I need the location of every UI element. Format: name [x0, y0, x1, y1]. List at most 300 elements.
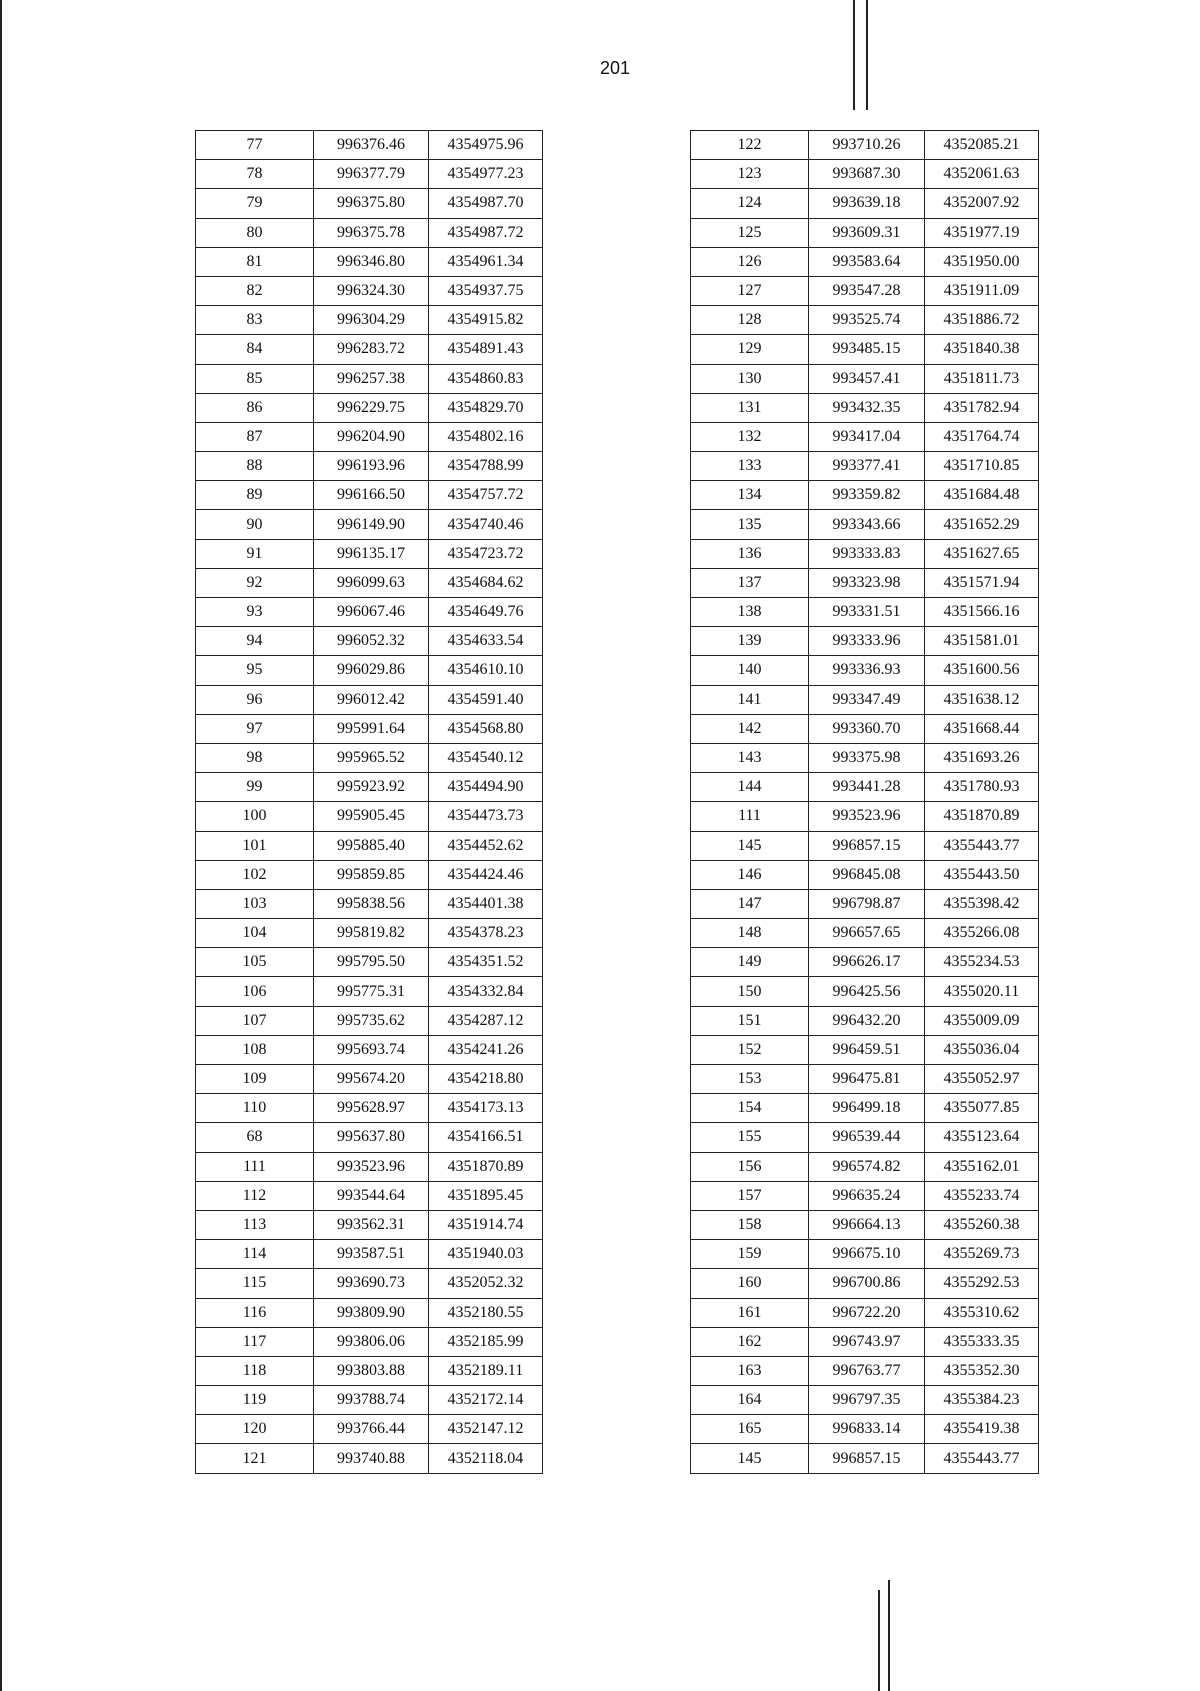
point-number-cell: 145 — [691, 1444, 809, 1473]
x-coordinate-cell: 996067.46 — [314, 598, 429, 627]
point-number-cell: 111 — [196, 1152, 314, 1181]
point-number-cell: 99 — [196, 773, 314, 802]
point-number-cell: 164 — [691, 1386, 809, 1415]
table-row — [691, 831, 1039, 860]
x-coordinate-cell: 993587.51 — [314, 1240, 429, 1269]
point-number-cell: 108 — [196, 1035, 314, 1064]
table-row — [196, 1181, 543, 1210]
table-row — [196, 1298, 543, 1327]
point-number-cell: 87 — [196, 422, 314, 451]
point-number-cell: 84 — [196, 335, 314, 364]
point-number-cell: 121 — [196, 1444, 314, 1473]
x-coordinate-cell: 993525.74 — [809, 306, 925, 335]
x-coordinate-cell: 995637.80 — [314, 1123, 429, 1152]
x-coordinate-cell: 996012.42 — [314, 685, 429, 714]
point-number-cell: 113 — [196, 1210, 314, 1239]
y-coordinate-cell: 4354494.90 — [429, 773, 543, 802]
point-number-cell: 89 — [196, 481, 314, 510]
table-row — [196, 1356, 543, 1385]
y-coordinate-cell: 4355443.77 — [925, 1444, 1039, 1473]
y-coordinate-cell: 4354987.70 — [429, 189, 543, 218]
point-number-cell: 141 — [691, 685, 809, 714]
scan-binding-line — [853, 0, 855, 110]
y-coordinate-cell: 4351693.26 — [925, 743, 1039, 772]
y-coordinate-cell: 4354788.99 — [429, 452, 543, 481]
point-number-cell: 101 — [196, 831, 314, 860]
x-coordinate-cell: 996539.44 — [809, 1123, 925, 1152]
y-coordinate-cell: 4355233.74 — [925, 1181, 1039, 1210]
point-number-cell: 142 — [691, 714, 809, 743]
x-coordinate-cell: 993359.82 — [809, 481, 925, 510]
point-number-cell: 132 — [691, 422, 809, 451]
y-coordinate-cell: 4355234.53 — [925, 948, 1039, 977]
point-number-cell: 122 — [691, 131, 809, 160]
y-coordinate-cell: 4351914.74 — [429, 1210, 543, 1239]
point-number-cell: 111 — [691, 802, 809, 831]
x-coordinate-cell: 996797.35 — [809, 1386, 925, 1415]
y-coordinate-cell: 4351684.48 — [925, 481, 1039, 510]
x-coordinate-cell: 996193.96 — [314, 452, 429, 481]
table-row — [691, 1152, 1039, 1181]
x-coordinate-cell: 996499.18 — [809, 1094, 925, 1123]
table-row — [196, 743, 543, 772]
x-coordinate-cell: 996324.30 — [314, 276, 429, 305]
point-number-cell: 127 — [691, 276, 809, 305]
point-number-cell: 86 — [196, 393, 314, 422]
table-row — [196, 1123, 543, 1152]
table-row — [196, 218, 543, 247]
y-coordinate-cell: 4354723.72 — [429, 539, 543, 568]
point-number-cell: 104 — [196, 919, 314, 948]
x-coordinate-cell: 996845.08 — [809, 860, 925, 889]
x-coordinate-cell: 993375.98 — [809, 743, 925, 772]
point-number-cell: 136 — [691, 539, 809, 568]
point-number-cell: 100 — [196, 802, 314, 831]
y-coordinate-cell: 4351652.29 — [925, 510, 1039, 539]
y-coordinate-cell: 4352061.63 — [925, 160, 1039, 189]
point-number-cell: 134 — [691, 481, 809, 510]
point-number-cell: 119 — [196, 1386, 314, 1415]
table-row — [691, 276, 1039, 305]
table-row — [196, 773, 543, 802]
table-row — [196, 131, 543, 160]
y-coordinate-cell: 4351668.44 — [925, 714, 1039, 743]
table-row — [691, 1356, 1039, 1385]
table-row — [691, 452, 1039, 481]
table-row — [196, 364, 543, 393]
table-row — [196, 1269, 543, 1298]
coordinates-table-right — [690, 130, 1039, 1474]
table-row — [196, 481, 543, 510]
x-coordinate-cell: 996675.10 — [809, 1240, 925, 1269]
y-coordinate-cell: 4355077.85 — [925, 1094, 1039, 1123]
point-number-cell: 125 — [691, 218, 809, 247]
point-number-cell: 109 — [196, 1065, 314, 1094]
table-row — [691, 160, 1039, 189]
table-row — [196, 889, 543, 918]
point-number-cell: 82 — [196, 276, 314, 305]
x-coordinate-cell: 993441.28 — [809, 773, 925, 802]
y-coordinate-cell: 4351950.00 — [925, 247, 1039, 276]
point-number-cell: 160 — [691, 1269, 809, 1298]
table-row — [691, 393, 1039, 422]
page-number: 201 — [599, 58, 631, 78]
y-coordinate-cell: 4351600.56 — [925, 656, 1039, 685]
x-coordinate-cell: 996283.72 — [314, 335, 429, 364]
y-coordinate-cell: 4351870.89 — [925, 802, 1039, 831]
x-coordinate-cell: 993609.31 — [809, 218, 925, 247]
y-coordinate-cell: 4354568.80 — [429, 714, 543, 743]
y-coordinate-cell: 4354401.38 — [429, 889, 543, 918]
table-row — [691, 977, 1039, 1006]
point-number-cell: 92 — [196, 568, 314, 597]
y-coordinate-cell: 4354757.72 — [429, 481, 543, 510]
scan-binding-line — [878, 1590, 880, 1691]
point-number-cell: 123 — [691, 160, 809, 189]
point-number-cell: 126 — [691, 247, 809, 276]
x-coordinate-cell: 996376.46 — [314, 131, 429, 160]
y-coordinate-cell: 4351911.09 — [925, 276, 1039, 305]
x-coordinate-cell: 995859.85 — [314, 860, 429, 889]
table-row — [196, 656, 543, 685]
x-coordinate-cell: 996257.38 — [314, 364, 429, 393]
point-number-cell: 117 — [196, 1327, 314, 1356]
x-coordinate-cell: 996377.79 — [314, 160, 429, 189]
table-row — [691, 714, 1039, 743]
point-number-cell: 153 — [691, 1065, 809, 1094]
table-row — [691, 218, 1039, 247]
table-row — [691, 1444, 1039, 1473]
point-number-cell: 145 — [691, 831, 809, 860]
x-coordinate-cell: 995838.56 — [314, 889, 429, 918]
point-number-cell: 151 — [691, 1006, 809, 1035]
y-coordinate-cell: 4354633.54 — [429, 627, 543, 656]
y-coordinate-cell: 4354424.46 — [429, 860, 543, 889]
table-row — [196, 1152, 543, 1181]
y-coordinate-cell: 4352189.11 — [429, 1356, 543, 1385]
table-row — [691, 627, 1039, 656]
table-row — [196, 1386, 543, 1415]
y-coordinate-cell: 4354961.34 — [429, 247, 543, 276]
table-row — [691, 656, 1039, 685]
y-coordinate-cell: 4354241.26 — [429, 1035, 543, 1064]
table-row — [196, 306, 543, 335]
table-row — [196, 247, 543, 276]
x-coordinate-cell: 993583.64 — [809, 247, 925, 276]
x-coordinate-cell: 993360.70 — [809, 714, 925, 743]
y-coordinate-cell: 4351811.73 — [925, 364, 1039, 393]
point-number-cell: 131 — [691, 393, 809, 422]
point-number-cell: 143 — [691, 743, 809, 772]
y-coordinate-cell: 4351977.19 — [925, 218, 1039, 247]
table-row — [196, 1006, 543, 1035]
table-row — [691, 335, 1039, 364]
table-row — [691, 131, 1039, 160]
table-row — [196, 276, 543, 305]
y-coordinate-cell: 4355398.42 — [925, 889, 1039, 918]
x-coordinate-cell: 996425.56 — [809, 977, 925, 1006]
x-coordinate-cell: 996857.15 — [809, 1444, 925, 1473]
y-coordinate-cell: 4354975.96 — [429, 131, 543, 160]
table-row — [196, 627, 543, 656]
y-coordinate-cell: 4355036.04 — [925, 1035, 1039, 1064]
scan-margin-line — [0, 0, 2, 1691]
table-row — [691, 481, 1039, 510]
table-row — [691, 919, 1039, 948]
y-coordinate-cell: 4351886.72 — [925, 306, 1039, 335]
table-row — [691, 422, 1039, 451]
point-number-cell: 128 — [691, 306, 809, 335]
x-coordinate-cell: 995674.20 — [314, 1065, 429, 1094]
table-row — [196, 1094, 543, 1123]
table-row — [196, 1240, 543, 1269]
point-number-cell: 165 — [691, 1415, 809, 1444]
x-coordinate-cell: 996857.15 — [809, 831, 925, 860]
table-row — [691, 568, 1039, 597]
point-number-cell: 147 — [691, 889, 809, 918]
table-row — [691, 598, 1039, 627]
point-number-cell: 96 — [196, 685, 314, 714]
table-row — [691, 1298, 1039, 1327]
y-coordinate-cell: 4354332.84 — [429, 977, 543, 1006]
point-number-cell: 154 — [691, 1094, 809, 1123]
table-row — [691, 685, 1039, 714]
y-coordinate-cell: 4352118.04 — [429, 1444, 543, 1473]
point-number-cell: 146 — [691, 860, 809, 889]
x-coordinate-cell: 996657.65 — [809, 919, 925, 948]
point-number-cell: 81 — [196, 247, 314, 276]
x-coordinate-cell: 996763.77 — [809, 1356, 925, 1385]
table-row — [196, 919, 543, 948]
point-number-cell: 120 — [196, 1415, 314, 1444]
table-row — [196, 598, 543, 627]
x-coordinate-cell: 993766.44 — [314, 1415, 429, 1444]
x-coordinate-cell: 995693.74 — [314, 1035, 429, 1064]
table-row — [196, 452, 543, 481]
y-coordinate-cell: 4355384.23 — [925, 1386, 1039, 1415]
y-coordinate-cell: 4355266.08 — [925, 919, 1039, 948]
table-row — [196, 802, 543, 831]
table-row — [196, 1210, 543, 1239]
x-coordinate-cell: 996626.17 — [809, 948, 925, 977]
x-coordinate-cell: 995965.52 — [314, 743, 429, 772]
x-coordinate-cell: 996052.32 — [314, 627, 429, 656]
y-coordinate-cell: 4355260.38 — [925, 1210, 1039, 1239]
x-coordinate-cell: 995991.64 — [314, 714, 429, 743]
x-coordinate-cell: 995775.31 — [314, 977, 429, 1006]
y-coordinate-cell: 4355292.53 — [925, 1269, 1039, 1298]
y-coordinate-cell: 4354287.12 — [429, 1006, 543, 1035]
x-coordinate-cell: 993417.04 — [809, 422, 925, 451]
y-coordinate-cell: 4354452.62 — [429, 831, 543, 860]
point-number-cell: 90 — [196, 510, 314, 539]
y-coordinate-cell: 4351571.94 — [925, 568, 1039, 597]
x-coordinate-cell: 996229.75 — [314, 393, 429, 422]
point-number-cell: 137 — [691, 568, 809, 597]
x-coordinate-cell: 996099.63 — [314, 568, 429, 597]
table-row — [691, 1386, 1039, 1415]
x-coordinate-cell: 993809.90 — [314, 1298, 429, 1327]
x-coordinate-cell: 993336.93 — [809, 656, 925, 685]
point-number-cell: 140 — [691, 656, 809, 685]
y-coordinate-cell: 4352185.99 — [429, 1327, 543, 1356]
y-coordinate-cell: 4354649.76 — [429, 598, 543, 627]
x-coordinate-cell: 996722.20 — [809, 1298, 925, 1327]
table-row — [196, 1035, 543, 1064]
table-row — [691, 860, 1039, 889]
y-coordinate-cell: 4351780.93 — [925, 773, 1039, 802]
table-row — [691, 247, 1039, 276]
x-coordinate-cell: 996346.80 — [314, 247, 429, 276]
table-row — [691, 1269, 1039, 1298]
y-coordinate-cell: 4351840.38 — [925, 335, 1039, 364]
point-number-cell: 138 — [691, 598, 809, 627]
x-coordinate-cell: 993485.15 — [809, 335, 925, 364]
x-coordinate-cell: 993547.28 — [809, 276, 925, 305]
table-row — [691, 1415, 1039, 1444]
y-coordinate-cell: 4354218.80 — [429, 1065, 543, 1094]
x-coordinate-cell: 996743.97 — [809, 1327, 925, 1356]
y-coordinate-cell: 4351870.89 — [429, 1152, 543, 1181]
y-coordinate-cell: 4354473.73 — [429, 802, 543, 831]
x-coordinate-cell: 995735.62 — [314, 1006, 429, 1035]
y-coordinate-cell: 4355009.09 — [925, 1006, 1039, 1035]
point-number-cell: 158 — [691, 1210, 809, 1239]
point-number-cell: 98 — [196, 743, 314, 772]
x-coordinate-cell: 996574.82 — [809, 1152, 925, 1181]
x-coordinate-cell: 995819.82 — [314, 919, 429, 948]
table-row — [196, 160, 543, 189]
x-coordinate-cell: 993687.30 — [809, 160, 925, 189]
y-coordinate-cell: 4354829.70 — [429, 393, 543, 422]
point-number-cell: 112 — [196, 1181, 314, 1210]
point-number-cell: 155 — [691, 1123, 809, 1152]
point-number-cell: 88 — [196, 452, 314, 481]
x-coordinate-cell: 993788.74 — [314, 1386, 429, 1415]
table-row — [196, 1444, 543, 1473]
y-coordinate-cell: 4354860.83 — [429, 364, 543, 393]
point-number-cell: 102 — [196, 860, 314, 889]
y-coordinate-cell: 4355020.11 — [925, 977, 1039, 1006]
y-coordinate-cell: 4355269.73 — [925, 1240, 1039, 1269]
point-number-cell: 152 — [691, 1035, 809, 1064]
y-coordinate-cell: 4355443.50 — [925, 860, 1039, 889]
table-row — [691, 1123, 1039, 1152]
x-coordinate-cell: 996664.13 — [809, 1210, 925, 1239]
table-row — [691, 1240, 1039, 1269]
y-coordinate-cell: 4354173.13 — [429, 1094, 543, 1123]
table-row — [691, 948, 1039, 977]
y-coordinate-cell: 4351627.65 — [925, 539, 1039, 568]
point-number-cell: 162 — [691, 1327, 809, 1356]
x-coordinate-cell: 996029.86 — [314, 656, 429, 685]
point-number-cell: 149 — [691, 948, 809, 977]
point-number-cell: 78 — [196, 160, 314, 189]
point-number-cell: 118 — [196, 1356, 314, 1385]
point-number-cell: 68 — [196, 1123, 314, 1152]
table-row — [196, 422, 543, 451]
y-coordinate-cell: 4354540.12 — [429, 743, 543, 772]
y-coordinate-cell: 4351638.12 — [925, 685, 1039, 714]
x-coordinate-cell: 995795.50 — [314, 948, 429, 977]
x-coordinate-cell: 996459.51 — [809, 1035, 925, 1064]
table-row — [196, 948, 543, 977]
point-number-cell: 93 — [196, 598, 314, 627]
y-coordinate-cell: 4355162.01 — [925, 1152, 1039, 1181]
point-number-cell: 85 — [196, 364, 314, 393]
point-number-cell: 91 — [196, 539, 314, 568]
point-number-cell: 130 — [691, 364, 809, 393]
x-coordinate-cell: 996149.90 — [314, 510, 429, 539]
x-coordinate-cell: 995885.40 — [314, 831, 429, 860]
point-number-cell: 105 — [196, 948, 314, 977]
y-coordinate-cell: 4355123.64 — [925, 1123, 1039, 1152]
table-row — [691, 1327, 1039, 1356]
x-coordinate-cell: 996375.80 — [314, 189, 429, 218]
table-row — [691, 743, 1039, 772]
point-number-cell: 156 — [691, 1152, 809, 1181]
y-coordinate-cell: 4351940.03 — [429, 1240, 543, 1269]
point-number-cell: 163 — [691, 1356, 809, 1385]
point-number-cell: 114 — [196, 1240, 314, 1269]
x-coordinate-cell: 996635.24 — [809, 1181, 925, 1210]
point-number-cell: 94 — [196, 627, 314, 656]
y-coordinate-cell: 4352085.21 — [925, 131, 1039, 160]
y-coordinate-cell: 4352007.92 — [925, 189, 1039, 218]
x-coordinate-cell: 993457.41 — [809, 364, 925, 393]
table-row — [196, 714, 543, 743]
y-coordinate-cell: 4352172.14 — [429, 1386, 543, 1415]
x-coordinate-cell: 996432.20 — [809, 1006, 925, 1035]
x-coordinate-cell: 993333.83 — [809, 539, 925, 568]
point-number-cell: 115 — [196, 1269, 314, 1298]
y-coordinate-cell: 4354987.72 — [429, 218, 543, 247]
table-row — [691, 1210, 1039, 1239]
x-coordinate-cell: 995923.92 — [314, 773, 429, 802]
x-coordinate-cell: 993639.18 — [809, 189, 925, 218]
point-number-cell: 116 — [196, 1298, 314, 1327]
x-coordinate-cell: 996798.87 — [809, 889, 925, 918]
point-number-cell: 135 — [691, 510, 809, 539]
x-coordinate-cell: 993377.41 — [809, 452, 925, 481]
point-number-cell: 80 — [196, 218, 314, 247]
x-coordinate-cell: 996135.17 — [314, 539, 429, 568]
x-coordinate-cell: 993343.66 — [809, 510, 925, 539]
table-row — [196, 860, 543, 889]
y-coordinate-cell: 4355052.97 — [925, 1065, 1039, 1094]
table-row — [196, 831, 543, 860]
x-coordinate-cell: 995905.45 — [314, 802, 429, 831]
point-number-cell: 103 — [196, 889, 314, 918]
table-row — [196, 685, 543, 714]
table-row — [691, 189, 1039, 218]
table-row — [691, 364, 1039, 393]
y-coordinate-cell: 4351566.16 — [925, 598, 1039, 627]
point-number-cell: 124 — [691, 189, 809, 218]
point-number-cell: 77 — [196, 131, 314, 160]
y-coordinate-cell: 4354351.52 — [429, 948, 543, 977]
y-coordinate-cell: 4355333.35 — [925, 1327, 1039, 1356]
y-coordinate-cell: 4354937.75 — [429, 276, 543, 305]
x-coordinate-cell: 993710.26 — [809, 131, 925, 160]
x-coordinate-cell: 993803.88 — [314, 1356, 429, 1385]
x-coordinate-cell: 993523.96 — [314, 1152, 429, 1181]
y-coordinate-cell: 4354977.23 — [429, 160, 543, 189]
table-row — [196, 1327, 543, 1356]
x-coordinate-cell: 993690.73 — [314, 1269, 429, 1298]
table-row — [196, 977, 543, 1006]
coordinates-table-left — [195, 130, 543, 1474]
